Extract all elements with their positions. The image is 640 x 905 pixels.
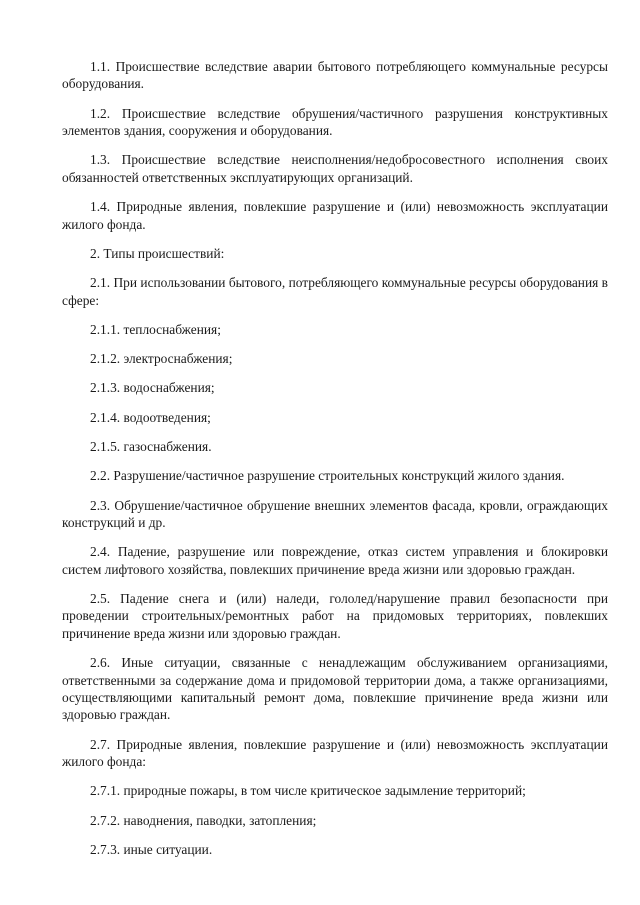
paragraph-2-5: 2.5. Падение снега и (или) наледи, гололед/нарушение правил безопасности при проведении строительных/ремонтных работ на придомовых территориях, повлекших причинение вреда жизни или здоровью граждан. — [62, 591, 608, 641]
paragraph-1-4: 1.4. Природные явления, повлекшие разрушение и (или) невозможность эксплуатации жилого фонда. — [62, 199, 608, 232]
list-item-2-1-2: 2.1.2. электроснабжения; — [90, 351, 233, 367]
paragraph-1-1: 1.1. Происшествие вследствие аварии бытового потребляющего коммунальные ресурсы оборудования. — [62, 59, 608, 92]
list-item-2-1-4: 2.1.4. водоотведения; — [90, 409, 211, 425]
paragraph-1-3: 1.3. Происшествие вследствие неисполнения/недобросовестного исполнения своих обязанностей ответственных эксплуатирующих организаций. — [62, 152, 608, 185]
list-item-2-7-3: 2.7.3. иные ситуации. — [90, 841, 213, 857]
paragraph-2-6: 2.6. Иные ситуации, связанные с ненадлежащим обслуживанием организациями, ответственными за содержание дома и придомовой территории дома, а также организациями, осуществляющими капитальный ремонт дома, повлекшие причинение вреда жизни или здоровью граждан. — [62, 655, 608, 723]
section-heading-2: 2. Типы происшествий: — [90, 245, 225, 261]
list-item-2-7-1: 2.7.1. природные пожары, в том числе критическое задымление территорий; — [90, 783, 526, 799]
list-item-2-7-2: 2.7.2. наводнения, паводки, затопления; — [90, 812, 317, 828]
list-item-2-1-3: 2.1.3. водоснабжения; — [90, 380, 215, 396]
list-item-2-1-1: 2.1.1. теплоснабжения; — [90, 321, 221, 337]
paragraph-2-4: 2.4. Падение, разрушение или повреждение, отказ систем управления и блокировки систем лифтового хозяйства, повлекших причинение вреда жизни или здоровью граждан. — [62, 544, 608, 577]
paragraph-2-7: 2.7. Природные явления, повлекшие разрушение и (или) невозможность эксплуатации жилого фонда: — [62, 736, 608, 770]
paragraph-2-1: 2.1. При использовании бытового, потребляющего коммунальные ресурсы оборудования в сфере: — [62, 275, 608, 308]
document-page — [62, 58, 608, 858]
paragraph-2-3: 2.3. Обрушение/частичное обрушение внешних элементов фасада, кровли, ограждающих конструкций и др. — [62, 497, 608, 530]
paragraph-1-2: 1.2. Происшествие вследствие обрушения/частичного разрушения конструктивных элементов здания, сооружения и оборудования. — [62, 105, 608, 139]
paragraph-2-2: 2.2. Разрушение/частичное разрушение строительных конструкций жилого здания. — [90, 468, 565, 484]
list-item-2-1-5: 2.1.5. газоснабжения. — [90, 439, 212, 454]
